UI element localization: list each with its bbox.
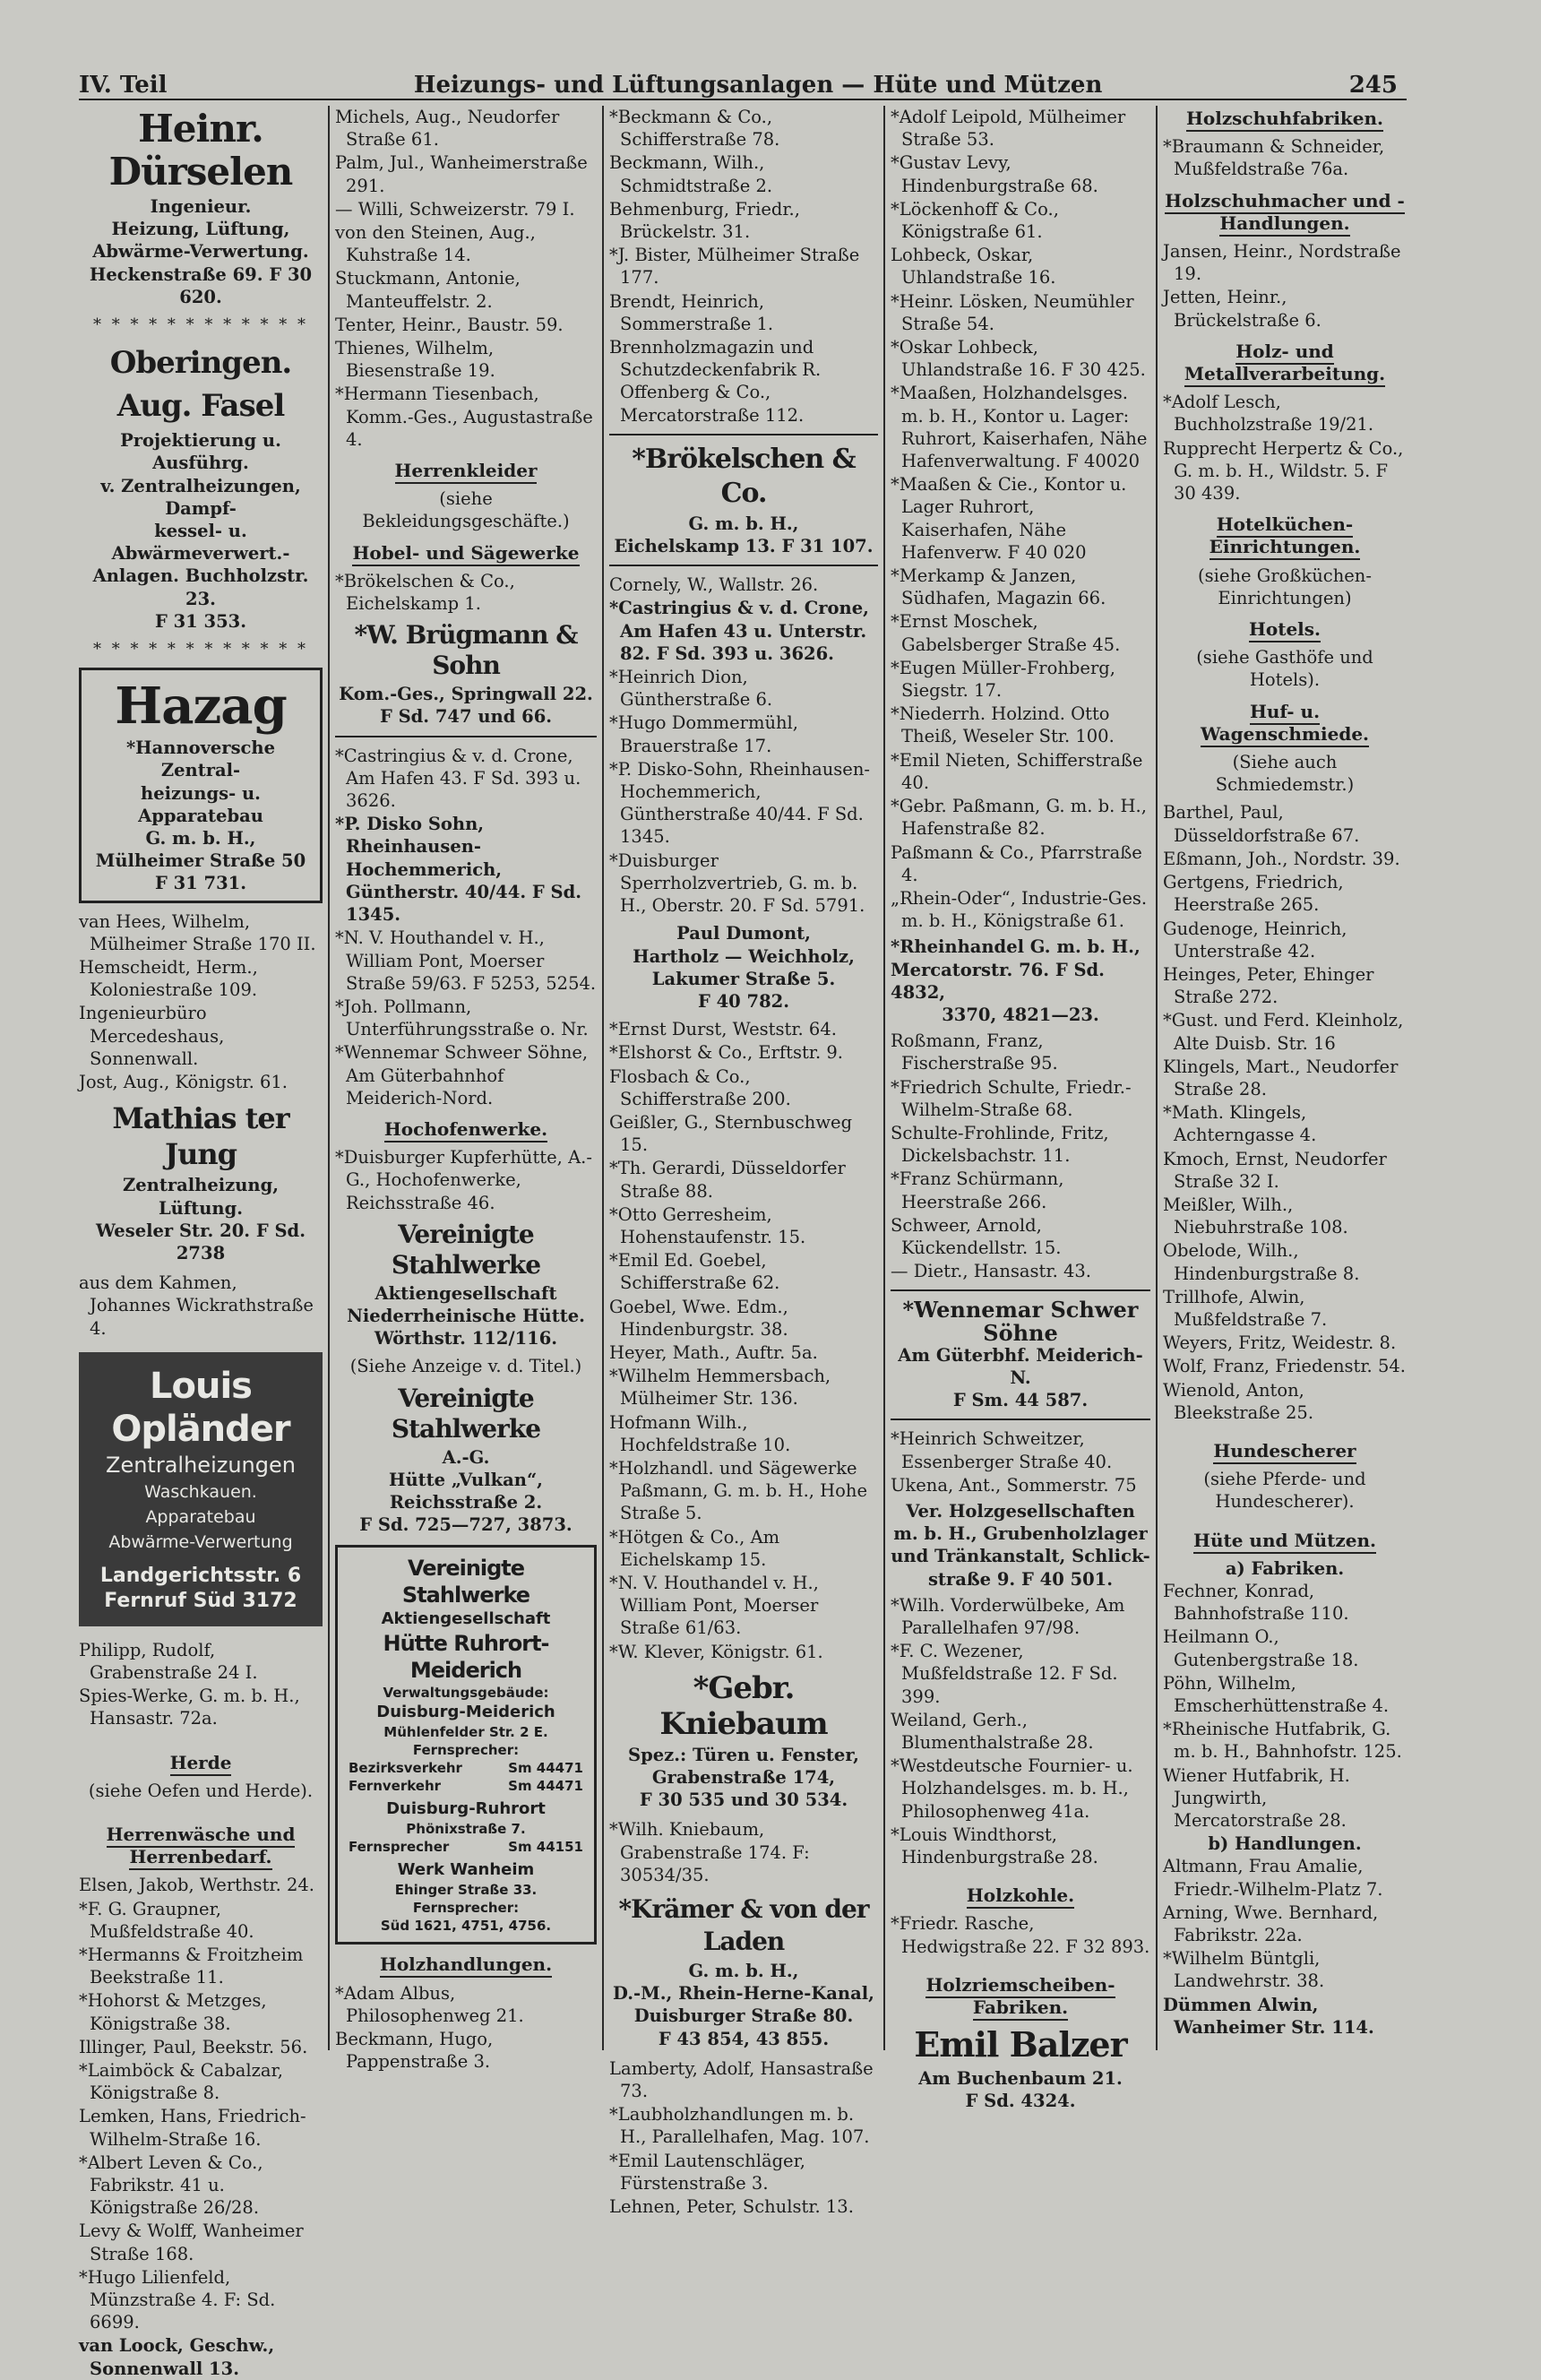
ad-line: Duisburg-Meiderich: [376, 1703, 555, 1722]
list-item: *Castringius & v. d. Crone, Am Hafen 43 u. Unterstr. 82. F Sd. 393 u. 3626.: [609, 598, 869, 664]
list-item: *Hugo Dommermühl, Brauerstraße 17.: [609, 712, 798, 756]
list-item: Schweer, Arnold, Kückendellstr. 15.: [891, 1214, 1062, 1258]
list-item: *Hermanns & Froitzheim Beekstraße 11.: [79, 1944, 304, 1988]
ad-kraemer: [609, 1893, 878, 2050]
divider: [609, 565, 878, 566]
list-item: Illinger, Paul, Beekstr. 56.: [79, 2036, 308, 2057]
ad-ter-jung: [79, 1100, 323, 1264]
list-item: Trillhofe, Alwin, Mußfeldstraße 7.: [1163, 1286, 1328, 1330]
ad-line: Reichsstraße 2.: [389, 1491, 543, 1513]
ad-line: Fernsprecher:: [412, 1900, 520, 1917]
list-item: *Adam Albus, Philosophenweg 21.: [335, 1982, 524, 2026]
ad-line: Hartholz — Weichholz,: [633, 945, 855, 967]
ad-line: Anlagen. Buchholzstr. 23.: [92, 565, 309, 609]
ad-line: straße 9. F 40 501.: [927, 1568, 1114, 1590]
list-item: Levy & Wolff, Wanheimer Straße 168.: [79, 2220, 304, 2264]
list-item: Flosbach & Co., Schifferstraße 200.: [609, 1065, 791, 1109]
section-heading: Holzkohle.: [891, 1884, 1150, 1907]
list-item: *W. Klever, Königstr. 61.: [609, 1641, 823, 1662]
section-heading: Hotels.: [1163, 618, 1407, 641]
ad-duerselen: [79, 108, 323, 308]
ad-line: Mercatorstr. 76. F Sd. 4832,: [891, 959, 1105, 1003]
ad-line: G. m. b. H.,: [145, 828, 256, 849]
ad-name: *Wennemar Schwer Söhne: [902, 1297, 1139, 1346]
ad-line: Paul Dumont,: [676, 923, 811, 944]
ad-line: F 43 854, 43 855.: [658, 2028, 830, 2049]
list-item: Kmoch, Ernst, Neudorfer Straße 32 I.: [1163, 1148, 1387, 1192]
list-item: Jost, Aug., Königstr. 61.: [79, 1072, 288, 1093]
ad-line: *Rheinhandel G. m. b. H.,: [891, 936, 1141, 958]
list-item: Meißler, Wilh., Niebuhrstraße 108.: [1163, 1194, 1348, 1238]
list-item: *P. Disko Sohn, Rheinhausen-Hochemmerich, Güntherstr. 40/44. F Sd. 1345.: [335, 814, 582, 926]
list-item: *Laubholzhandlungen m. b. H., Parallelhafen, Mag. 107.: [609, 2104, 870, 2148]
ad-line: Zentralheizung, Lüftung.: [123, 1175, 279, 1219]
ad-fasel: [79, 341, 323, 633]
list-item: Jansen, Heinr., Nordstraße 19.: [1163, 241, 1401, 285]
list-item: Ukena, Ant., Sommerstr. 75: [891, 1474, 1137, 1496]
list-item: *Th. Gerardi, Düsseldorfer Straße 88.: [609, 1158, 846, 1202]
ad-line: F 31 731.: [154, 873, 247, 894]
list-item: *J. Bister, Mülheimer Straße 177.: [609, 245, 860, 289]
section-heading: Herrenwäsche und Herrenbedarf.: [79, 1824, 323, 1868]
ad-line: Aktiengesellschaft: [374, 1282, 557, 1304]
list-item: Philipp, Rudolf, Grabenstraße 24 I.: [79, 1639, 258, 1683]
ad-balzer: [891, 2024, 1150, 2112]
separator-stars: * * * * * * * * * * * *: [93, 640, 308, 660]
list-item: Gudenoge, Heinrich, Unterstraße 42.: [1163, 918, 1347, 961]
ad-line: Fernsprecher:: [412, 1742, 520, 1759]
ad-line: Am Güterbhf. Meiderich-N.: [898, 1344, 1143, 1388]
list-item: Arning, Wwe. Bernhard, Fabrikstr. 22a.: [1163, 1901, 1379, 1946]
list-item: Michels, Aug., Neudorfer Straße 61.: [335, 107, 560, 151]
ad-phone-row: Bezirksverkehr Sm 44471: [349, 1760, 583, 1777]
list-item: Beckmann, Hugo, Pappenstraße 3.: [335, 2028, 494, 2073]
ad-name: *W. Brügmann & Sohn: [354, 620, 578, 681]
list-item: *Castringius & v. d. Crone, Am Hafen 43. F Sd. 393 u. 3626.: [335, 745, 581, 812]
list-item: *Laimböck & Cabalzar, Königstraße 8.: [79, 2059, 283, 2104]
list-item: Barthel, Paul, Düsseldorfstraße 67.: [1163, 802, 1360, 846]
list-item: Pöhn, Wilhelm, Emscherhüttenstraße 4.: [1163, 1672, 1390, 1716]
ad-line: Grabenstraße 174,: [651, 1767, 836, 1788]
list-item: Ingenieurbüro Mercedeshaus, Sonnenwall.: [79, 1003, 225, 1069]
column-3: [609, 106, 878, 2218]
divider: [609, 434, 878, 435]
page-number: 245: [1348, 72, 1398, 99]
ad-oplaender: [79, 1352, 323, 1626]
ad-line: Spez.: Türen u. Fenster,: [628, 1744, 859, 1765]
section-note: (siehe Gasthöfe und Hotels).: [1196, 647, 1373, 691]
list-item: *Wilh. Kniebaum, Grabenstraße 174. F: 30534/35.: [609, 1819, 810, 1885]
list-item: *Braumann & Schneider, Mußfeldstraße 76a.: [1163, 136, 1385, 180]
ad-name: Vereinigte Stahlwerke: [391, 1219, 541, 1280]
section-heading: Huf- u. Wagenschmiede.: [1163, 701, 1407, 746]
section-heading: Hochofenwerke.: [335, 1118, 597, 1141]
ad-holzgesellschaften: [891, 1500, 1150, 1591]
ad-line: Hütte Ruhrort-Meiderich: [383, 1631, 549, 1684]
list-item: Weiland, Gerh., Blumenthalstraße 28.: [891, 1709, 1094, 1754]
list-item: *Hermann Tiesenbach, Komm.-Ges., Augustastraße 4.: [335, 384, 593, 450]
section-note: (siehe Oefen und Herde).: [88, 1780, 314, 1801]
list-item: *Heinrich Schweitzer, Essenberger Straße 40.: [891, 1428, 1113, 1472]
list-item: *Niederrh. Holzind. Otto Theiß, Weseler Str. 100.: [891, 703, 1115, 747]
list-item: *Emil Nieten, Schifferstraße 40.: [891, 749, 1143, 793]
list-item: *Eugen Müller-Frohberg, Siegstr. 17.: [891, 657, 1115, 702]
list-item: *Ernst Moschek, Gabelsberger Straße 45.: [891, 611, 1121, 655]
ad-stahlwerke-ruhrort: [335, 1545, 597, 1945]
ad-line: G. m. b. H.,: [688, 513, 799, 534]
list-item: *Duisburger Sperrholzvertrieb, G. m. b. H., Oberstr. 20. F Sd. 5791.: [609, 849, 865, 917]
list-item: Heinges, Peter, Ehinger Straße 272.: [1163, 963, 1374, 1008]
list-item: van Hees, Wilhelm, Mülheimer Straße 170 II.: [79, 910, 316, 954]
column-2: [335, 106, 597, 2073]
ad-line: A.-G.: [442, 1446, 490, 1468]
ad-rheinhandel: [891, 936, 1150, 1026]
list-item: *Wilh. Vorderwülbeke, Am Parallelhafen 97/98.: [891, 1594, 1125, 1638]
list-item: aus dem Kahmen, Johannes Wickrathstraße 4.: [79, 1272, 314, 1339]
ad-line: Aktiengesellschaft: [381, 1609, 551, 1629]
list-item: Brennholzmagazin und Schutzdeckenfabrik R. Offenberg & Co., Mercatorstraße 112.: [609, 337, 822, 426]
list-item: *F. G. Graupner, Mußfeldstraße 40.: [79, 1898, 254, 1942]
list-item: Lehnen, Peter, Schulstr. 13.: [609, 2196, 854, 2218]
list-item: Stuckmann, Antonie, Manteuffelstr. 2.: [335, 268, 521, 312]
section-note: (Siehe Anzeige v. d. Titel.): [349, 1356, 582, 1377]
ad-name: *Krämer & von der Laden: [618, 1894, 869, 1957]
ad-line: F 30 535 und 30 534.: [639, 1789, 848, 1811]
list-item: Wiener Hutfabrik, H. Jungwirth, Mercatorstraße 28.: [1163, 1764, 1350, 1832]
list-item: *Wennemar Schweer Söhne, Am Güterbahnhof Meiderich-Nord.: [335, 1042, 589, 1108]
ad-line: Werk Wanheim: [397, 1860, 535, 1880]
ad-line: G. m. b. H.,: [688, 1961, 799, 1982]
list-item: *Rheinische Hutfabrik, G. m. b. H., Bahnhofstr. 125.: [1163, 1719, 1402, 1763]
ad-line: Lakumer Straße 5.: [651, 968, 836, 989]
ad-name: Emil Balzer: [914, 2024, 1127, 2065]
ad-line: Heckenstraße 69. F 30 620.: [89, 263, 313, 307]
ad-kniebaum: [609, 1670, 878, 1812]
section-note: (siehe Großküchen-Einrichtungen): [1198, 565, 1372, 608]
list-item: Gertgens, Friedrich, Heerstraße 265.: [1163, 872, 1344, 916]
list-item: Wienold, Anton, Bleekstraße 25.: [1163, 1379, 1314, 1423]
list-item: *Franz Schürmann, Heerstraße 266.: [891, 1168, 1064, 1212]
divider: [891, 1289, 1150, 1291]
list-item: *Friedrich Schulte, Friedr.-Wilhelm-Straße 68.: [891, 1076, 1132, 1120]
section-heading: Holzschuhfabriken.: [1163, 108, 1407, 130]
list-item: *Wilhelm Hemmersbach, Mülheimer Str. 136.: [609, 1366, 831, 1410]
list-item: *Otto Gerresheim, Hohenstaufenstr. 15.: [609, 1203, 806, 1247]
section-heading: Herde: [79, 1752, 323, 1774]
ad-line: Fernruf Süd 3172: [104, 1589, 297, 1612]
list-item: *Albert Leven & Co., Fabrikstr. 41 u. Königstraße 26/28.: [79, 2151, 263, 2219]
ad-hazag: [79, 668, 323, 902]
list-item: *Westdeutsche Fournier- u. Holzhandelsges. m. b. H., Philosophenweg 41a.: [891, 1755, 1133, 1822]
list-item: Wolf, Franz, Friedenstr. 54.: [1163, 1356, 1406, 1377]
list-item: Lamberty, Adolf, Hansastraße 73.: [609, 2057, 874, 2102]
list-item: „Rhein-Oder“, Industrie-Ges. m. b. H., Königstraße 61.: [891, 887, 1148, 932]
ad-line: Verwaltungsgebäude:: [383, 1685, 549, 1702]
section-heading: Holzschuhmacher und -Handlungen.: [1163, 190, 1407, 235]
ad-line: Projektierung u. Ausführg.: [120, 430, 281, 474]
list-item: — Dietr., Hansastr. 43.: [891, 1261, 1091, 1282]
ad-line: m. b. H., Grubenholzlager: [893, 1523, 1148, 1545]
ad-line: Eichelskamp 13. F 31 107.: [614, 536, 874, 557]
list-item: *Adolf Leipold, Mülheimer Straße 53.: [891, 107, 1126, 151]
section-label: IV. Teil: [79, 72, 168, 99]
column-divider: [1156, 106, 1158, 2050]
list-item: Fechner, Konrad, Bahnhofstraße 110.: [1163, 1580, 1349, 1625]
list-item: *N. V. Houthandel v. H., William Pont, Moerser Straße 61/63.: [609, 1572, 819, 1639]
ad-line: Süd 1621, 4751, 4756.: [380, 1918, 552, 1935]
ad-name: Hazag: [115, 677, 287, 737]
section-heading: Herrenkleider: [335, 460, 597, 482]
ad-dumont: [609, 922, 878, 1013]
ad-line: F 31 353.: [154, 610, 247, 632]
list-item: Elsen, Jakob, Werthstr. 24.: [79, 1875, 314, 1896]
list-item: *F. C. Wezener, Mußfeldstraße 12. F Sd. 399.: [891, 1641, 1118, 1707]
ad-line: F Sd. 4324.: [965, 2091, 1076, 2112]
list-item: Dümmen Alwin, Wanheimer Str. 114.: [1163, 1994, 1374, 2038]
list-item: *Heinrich Dion, Güntherstraße 6.: [609, 667, 773, 711]
ad-name: Mathias ter Jung: [112, 1101, 289, 1172]
list-item: *Löckenhoff & Co., Königstraße 61.: [891, 198, 1059, 243]
ad-line: Heizung, Lüftung,: [111, 219, 290, 240]
divider: [335, 736, 597, 737]
ad-bruegmann: [335, 620, 597, 728]
list-item: Eßmann, Joh., Nordstr. 39.: [1163, 848, 1400, 869]
ad-line: Weseler Str. 20. F Sd. 2738: [96, 1220, 306, 1263]
list-item: Heyer, Math., Auftr. 5a.: [609, 1341, 818, 1363]
ad-line: Duisburger Straße 80.: [633, 2005, 854, 2027]
ad-line: Zentralheizungen: [106, 1452, 296, 1478]
list-item: Spies-Werke, G. m. b. H., Hansastr. 72a.: [79, 1686, 300, 1729]
list-item: Paßmann & Co., Pfarrstraße 4.: [891, 841, 1142, 885]
list-item: Brendt, Heinrich, Sommerstraße 1.: [609, 290, 774, 334]
list-item: *Gustav Levy, Hindenburgstraße 68.: [891, 152, 1098, 196]
list-item: Goebel, Wwe. Edm., Hindenburgstr. 38.: [609, 1296, 788, 1340]
list-item: *Math. Klingels, Achterngasse 4.: [1163, 1102, 1317, 1146]
list-item: *Hohorst & Metzges, Königstraße 38.: [79, 1990, 267, 2034]
list-item: Weyers, Fritz, Weidestr. 8.: [1163, 1332, 1397, 1354]
ad-line: Duisburg-Ruhrort: [386, 1799, 546, 1819]
column-divider: [883, 106, 885, 2050]
list-item: *Gebr. Paßmann, G. m. b. H., Hafenstraße 82.: [891, 796, 1147, 840]
list-item: Jetten, Heinr., Brückelstraße 6.: [1163, 287, 1321, 331]
column-5: [1163, 106, 1407, 2050]
ad-line: Ingenieur.: [150, 196, 252, 217]
ad-line: D.-M., Rhein-Herne-Kanal,: [613, 1983, 874, 2005]
subsection-heading: b) Handlungen.: [1208, 1833, 1362, 1855]
list-item: Palm, Jul., Wanheimerstraße 291.: [335, 152, 588, 196]
column-divider: [328, 106, 330, 2050]
running-title: Heizungs- und Lüftungsanlagen — Hüte und Mützen: [413, 72, 1103, 99]
list-item: Klingels, Mart., Neudorfer Straße 28.: [1163, 1056, 1399, 1099]
list-item: von den Steinen, Aug., Kuhstraße 14.: [335, 222, 536, 266]
list-item: Heilmann O., Gutenbergstraße 18.: [1163, 1626, 1359, 1670]
list-item: Behmenburg, Friedr., Brückelstr. 31.: [609, 198, 800, 243]
ad-name: Louis Opländer: [111, 1365, 290, 1450]
ad-line: v. Zentralheizungen, Dampf-: [100, 475, 301, 519]
ad-line: kessel- u. Abwärmeverwert.-: [111, 521, 290, 565]
list-item: *Emil Ed. Goebel, Schifferstraße 62.: [609, 1250, 780, 1294]
list-item: *Ernst Durst, Weststr. 64.: [609, 1019, 837, 1040]
list-item: *Maaßen & Cie., Kontor u. Lager Ruhrort, Kaiserhafen, Nähe Hafenverw. F 40 020: [891, 474, 1127, 563]
section-heading: Hüte und Mützen.: [1163, 1530, 1407, 1552]
ad-phone-row: Fernverkehr Sm 44471: [349, 1778, 583, 1795]
list-item: Altmann, Frau Amalie, Friedr.-Wilhelm-Platz 7.: [1163, 1856, 1383, 1900]
separator-stars: * * * * * * * * * * * *: [93, 315, 308, 335]
list-item: — Willi, Schweizerstr. 79 I.: [335, 198, 575, 220]
ad-line: F Sd. 725—727, 3873.: [359, 1514, 572, 1536]
ad-name: *Gebr. Kniebaum: [659, 1669, 828, 1742]
header-rule: [79, 99, 1407, 100]
list-item: Beckmann, Wilh., Schmidtstraße 2.: [609, 152, 773, 196]
ad-line: F 40 782.: [697, 990, 790, 1012]
list-item: *Gust. und Ferd. Kleinholz, Alte Duisb. Str. 16: [1163, 1010, 1404, 1054]
list-item: Roßmann, Franz, Fischerstraße 95.: [891, 1030, 1058, 1074]
section-heading: Hobel- und Sägewerke: [335, 542, 597, 565]
ad-line: Waschkauen. Apparatebau: [144, 1481, 257, 1527]
subsection-heading: a) Fabriken.: [1225, 1557, 1345, 1579]
ad-line: *Hannoversche Zentral-: [125, 737, 276, 781]
list-item: *Maaßen, Holzhandelsges. m. b. H., Kontor u. Lager: Ruhrort, Kaiserhafen, Nähe Hafenverwaltung. F 40020: [891, 383, 1148, 472]
section-heading: Holzriemscheiben-Fabriken.: [891, 1974, 1150, 2019]
list-item: *Merkamp & Janzen, Südhafen, Magazin 66.: [891, 565, 1106, 609]
list-item: *Hugo Lilienfeld, Münzstraße 4. F: Sd. 6699.: [79, 2266, 276, 2333]
ad-line: F Sm. 44 587.: [952, 1390, 1089, 1411]
ad-name: Vereinigte Stahlwerke: [391, 1383, 541, 1444]
section-note: (Siehe auch Schmiedemstr.): [1215, 752, 1355, 796]
ad-line: F Sd. 747 und 66.: [379, 706, 553, 728]
ad-line: 3370, 4821—23.: [942, 1004, 1099, 1025]
ad-line: Phönixstraße 7.: [406, 1821, 526, 1838]
list-item: *Wilhelm Büntgli, Landwehrstr. 38.: [1163, 1948, 1325, 1992]
ad-line: heizungs- u. Apparatebau: [138, 782, 263, 826]
ad-stahlwerke-niederrhein: [335, 1220, 597, 1350]
list-item: *Heinr. Lösken, Neumühler Straße 54.: [891, 290, 1134, 334]
ad-line: Abwärme-Verwertung: [108, 1531, 293, 1552]
column-4: [891, 106, 1150, 2112]
list-item: Obelode, Wilh., Hindenburgstraße 8.: [1163, 1240, 1360, 1284]
ad-line: Wörthstr. 112/116.: [374, 1328, 558, 1350]
ad-phone-row: Fernsprecher Sm 44151: [349, 1839, 583, 1856]
list-item: van Loock, Geschw., Sonnenwall 13.: [79, 2335, 275, 2379]
list-item: *Holzhandl. und Sägewerke Paßmann, G. m. b. H., Hohe Straße 5.: [609, 1457, 868, 1524]
list-item: *Joh. Pollmann, Unterführungsstraße o. Nr.: [335, 996, 589, 1040]
section-note: (siehe Pferde- und Hundescherer).: [1203, 1469, 1366, 1513]
list-item: Schulte-Frohlinde, Fritz, Dickelsbachstr. 11.: [891, 1122, 1109, 1167]
list-item: *Louis Windthorst, Hindenburgstraße 28.: [891, 1824, 1098, 1868]
ad-name: Heinr. Dürselen: [108, 107, 293, 194]
list-item: Rupprecht Herpertz & Co., G. m. b. H., Wildstr. 5. F 30 439.: [1163, 437, 1404, 504]
list-item: Hofmann Wilh., Hochfeldstraße 10.: [609, 1411, 791, 1455]
list-item: Tenter, Heinr., Baustr. 59.: [335, 314, 564, 335]
list-item: Cornely, W., Wallstr. 26.: [609, 574, 819, 596]
list-item: Lemken, Hans, Friedrich-Wilhelm-Straße 16.: [79, 2106, 306, 2150]
ad-line: Niederrheinische Hütte.: [347, 1305, 585, 1326]
section-note: (siehe Bekleidungsgeschäfte.): [362, 488, 570, 532]
ad-line: Mühlenfelder Str. 2 E.: [383, 1724, 548, 1741]
section-heading: Holz- und Metallverarbeitung.: [1163, 341, 1407, 385]
ad-line: und Tränkanstalt, Schlick-: [891, 1546, 1150, 1567]
list-item: *Oskar Lohbeck, Uhlandstraße 16. F 30 425.: [891, 337, 1146, 381]
ad-line: Hütte „Vulkan“,: [389, 1469, 543, 1490]
list-item: Hemscheidt, Herm., Koloniestraße 109.: [79, 957, 258, 1001]
ad-line: Ehinger Straße 33.: [394, 1882, 538, 1899]
divider: [891, 1419, 1150, 1420]
section-heading: Hundescherer: [1163, 1440, 1407, 1462]
column-1: [79, 106, 323, 2379]
ad-line: Kom.-Ges., Springwall 22.: [339, 684, 593, 705]
section-heading: Holzhandlungen.: [335, 1953, 597, 1976]
list-item: *P. Disko-Sohn, Rheinhausen-Hochemmerich, Güntherstraße 40/44. F Sd. 1345.: [609, 758, 870, 848]
list-item: *Adolf Lesch, Buchholzstraße 19/21.: [1163, 392, 1374, 435]
ad-name: Oberingen. Aug. Fasel: [109, 345, 292, 425]
section-heading: Hotelküchen-Einrichtungen.: [1163, 513, 1407, 558]
ad-stahlwerke-vulkan: [335, 1384, 597, 1537]
ad-line: Landgerichtsstr. 6: [99, 1564, 302, 1587]
list-item: *N. V. Houthandel v. H., William Pont, Moerser Straße 59/63. F 5253, 5254.: [335, 927, 597, 994]
list-item: *Duisburger Kupferhütte, A.-G., Hochofenwerke, Reichsstraße 46.: [335, 1147, 592, 1213]
list-item: *Friedr. Rasche, Hedwigstraße 22. F 32 893.: [891, 1913, 1150, 1957]
ad-name: Vereinigte Stahlwerke: [401, 1556, 530, 1608]
list-item: *Beckmann & Co., Schifferstraße 78.: [609, 107, 780, 151]
ad-name: *Brökelschen & Co.: [632, 443, 856, 509]
column-divider: [602, 106, 604, 2050]
list-item: *Emil Lautenschläger, Fürstenstraße 3.: [609, 2150, 805, 2194]
ad-line: Ver. Holzgesellschaften: [906, 1500, 1135, 1522]
list-item: Thienes, Wilhelm, Biesenstraße 19.: [335, 338, 495, 382]
list-item: *Elshorst & Co., Erftstr. 9.: [609, 1042, 843, 1064]
list-item: *Brökelschen & Co., Eichelskamp 1.: [335, 570, 515, 615]
ad-schwer-soehne: [891, 1298, 1150, 1411]
list-item: Lohbeck, Oskar, Uhlandstraße 16.: [891, 245, 1056, 289]
list-item: Geißler, G., Sternbuschweg 15.: [609, 1111, 853, 1156]
page-header: [79, 65, 1398, 99]
ad-line: Abwärme-Verwertung.: [92, 241, 309, 263]
list-item: *Hötgen & Co., Am Eichelskamp 15.: [609, 1526, 780, 1570]
ad-line: Mülheimer Straße 50: [95, 850, 306, 872]
ad-broekelschen: [609, 443, 878, 557]
ad-line: Am Buchenbaum 21.: [918, 2068, 1123, 2090]
